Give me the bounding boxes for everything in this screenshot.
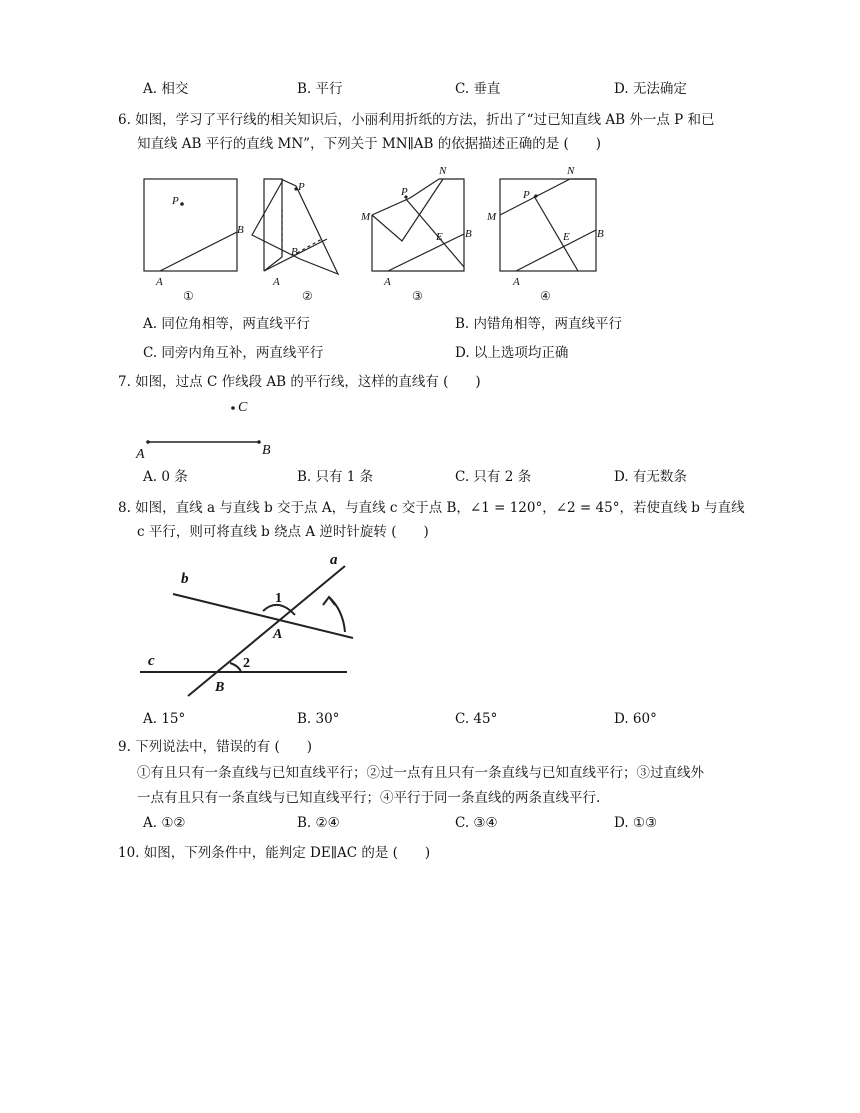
- q8-label-a-line: a: [330, 552, 338, 568]
- q8-rotate-arrowhead: [323, 597, 335, 605]
- q6-fig4-label-m: M: [487, 211, 497, 223]
- q6-option-a: A. 同位角相等，两直线平行: [143, 316, 310, 332]
- q6-fig3-caption: ③: [412, 289, 423, 303]
- q6-fig4-label-b: B: [597, 228, 604, 240]
- q6-stem-line1: 6. 如图，学习了平行线的相关知识后，小丽利用折纸的方法，折出了“过已知直线 AB 外一点 P 和已: [118, 112, 715, 128]
- q7-label-a: A: [136, 447, 145, 462]
- q7-figure: [130, 396, 290, 462]
- q6-fig1-label-a: A: [156, 276, 163, 288]
- q8-angle-2-arc: [230, 663, 241, 672]
- q7-label-b: B: [262, 443, 271, 458]
- q8-stem-line1: 8. 如图，直线 a 与直线 b 交于点 A，与直线 c 交于点 B，∠1 = 120°，∠2 = 45°，若使直线 b 与直线: [118, 500, 745, 516]
- q6-fig3-label-b: B: [465, 228, 472, 240]
- q8-label-c-line: c: [148, 653, 155, 669]
- q8-option-c: C. 45°: [455, 711, 498, 727]
- q7-label-c: C: [238, 400, 248, 415]
- q8-angle-1-arc: [263, 605, 295, 615]
- q6-fig3-line-pe: [406, 199, 464, 267]
- q8-option-b: B. 30°: [297, 711, 340, 727]
- q6-fig1-label-b: B: [237, 224, 244, 236]
- q6-fig2-label-b: B: [291, 246, 298, 258]
- q8-option-d: D. 60°: [614, 711, 657, 727]
- q6-fig1-caption: ①: [183, 289, 194, 303]
- q6-fig3-line-ab: [388, 234, 464, 271]
- q7-stem: 7. 如图，过点 C 作线段 AB 的平行线，这样的直线有 ( ): [118, 374, 481, 390]
- q9-stem: 9. 下列说法中，错误的有 ( ): [118, 739, 312, 755]
- q9-option-d: D. ①③: [614, 815, 658, 831]
- q6-fig3-label-p: P: [401, 186, 408, 198]
- q6-fig2-label-p: P: [298, 181, 305, 193]
- q5-option-c: C. 垂直: [455, 81, 501, 97]
- q7-option-a: A. 0 条: [143, 469, 188, 485]
- q8-stem-line2: c 平行，则可将直线 b 绕点 A 逆时针旋转 ( ): [137, 524, 429, 540]
- q6-fig4-line-pe: [534, 196, 578, 271]
- q6-fig1-square: [144, 179, 237, 271]
- q6-fig4-label-p: P: [523, 189, 530, 201]
- q8-label-point-a: A: [273, 627, 283, 642]
- q9-option-a: A. ①②: [143, 815, 186, 831]
- q9-statements-line1: ①有且只有一条直线与已知直线平行；②过一点有且只有一条直线与已知直线平行；③过直线外: [137, 765, 704, 781]
- q6-fig1-label-p: P: [172, 195, 179, 207]
- q8-figure: [135, 550, 375, 700]
- q8-label-b-line: b: [181, 571, 189, 587]
- q5-option-b: B. 平行: [297, 81, 343, 97]
- q6-fig4-label-n: N: [567, 165, 575, 177]
- q6-fig2-fold: [252, 180, 338, 274]
- q5-option-a: A. 相交: [143, 81, 189, 97]
- q6-fig2-outline: [264, 179, 282, 271]
- q7-option-b: B. 只有 1 条: [297, 469, 374, 485]
- q7-option-c: C. 只有 2 条: [455, 469, 532, 485]
- q6-fig4-line-ab: [516, 230, 596, 271]
- q6-fig1-line-ab: [160, 232, 237, 271]
- q6-fig2-caption: ②: [302, 289, 313, 303]
- q6-fig2-label-a: A: [273, 276, 280, 288]
- q7-option-d: D. 有无数条: [614, 469, 687, 485]
- q9-option-b: B. ②④: [297, 815, 340, 831]
- q8-label-angle-2: 2: [243, 656, 250, 671]
- q6-fig4-caption: ④: [540, 289, 551, 303]
- q8-option-a: A. 15°: [143, 711, 186, 727]
- q6-figure: [130, 162, 750, 302]
- q9-statements-line2: 一点有且只有一条直线与已知直线平行；④平行于同一条直线的两条直线平行.: [137, 790, 601, 806]
- q8-rotate-arrow: [329, 597, 345, 632]
- q6-fig4-label-e: E: [563, 231, 570, 243]
- q6-fig4-square: [500, 179, 596, 271]
- q6-fig3-label-e: E: [436, 231, 443, 243]
- q8-label-point-b: B: [215, 680, 225, 695]
- q5-option-d: D. 无法确定: [614, 81, 687, 97]
- q10-stem: 10. 如图，下列条件中，能判定 DE∥AC 的是 ( ): [118, 845, 431, 861]
- q6-fig3-label-m: M: [361, 211, 371, 223]
- q6-option-d: D. 以上选项均正确: [455, 345, 569, 361]
- q6-fig2-dashed-2: [297, 239, 322, 253]
- q8-label-angle-1: 1: [275, 591, 282, 606]
- q6-option-c: C. 同旁内角互补，两直线平行: [143, 345, 324, 361]
- q6-option-b: B. 内错角相等，两直线平行: [455, 316, 623, 332]
- q6-fig3-label-n: N: [439, 165, 447, 177]
- q6-stem-line2: 知直线 AB 平行的直线 MN”，下列关于 MN∥AB 的依据描述正确的是 ( ): [137, 136, 602, 152]
- q6-fig3-label-a: A: [384, 276, 391, 288]
- q6-fig4-label-a: A: [513, 276, 520, 288]
- q9-option-c: C. ③④: [455, 815, 498, 831]
